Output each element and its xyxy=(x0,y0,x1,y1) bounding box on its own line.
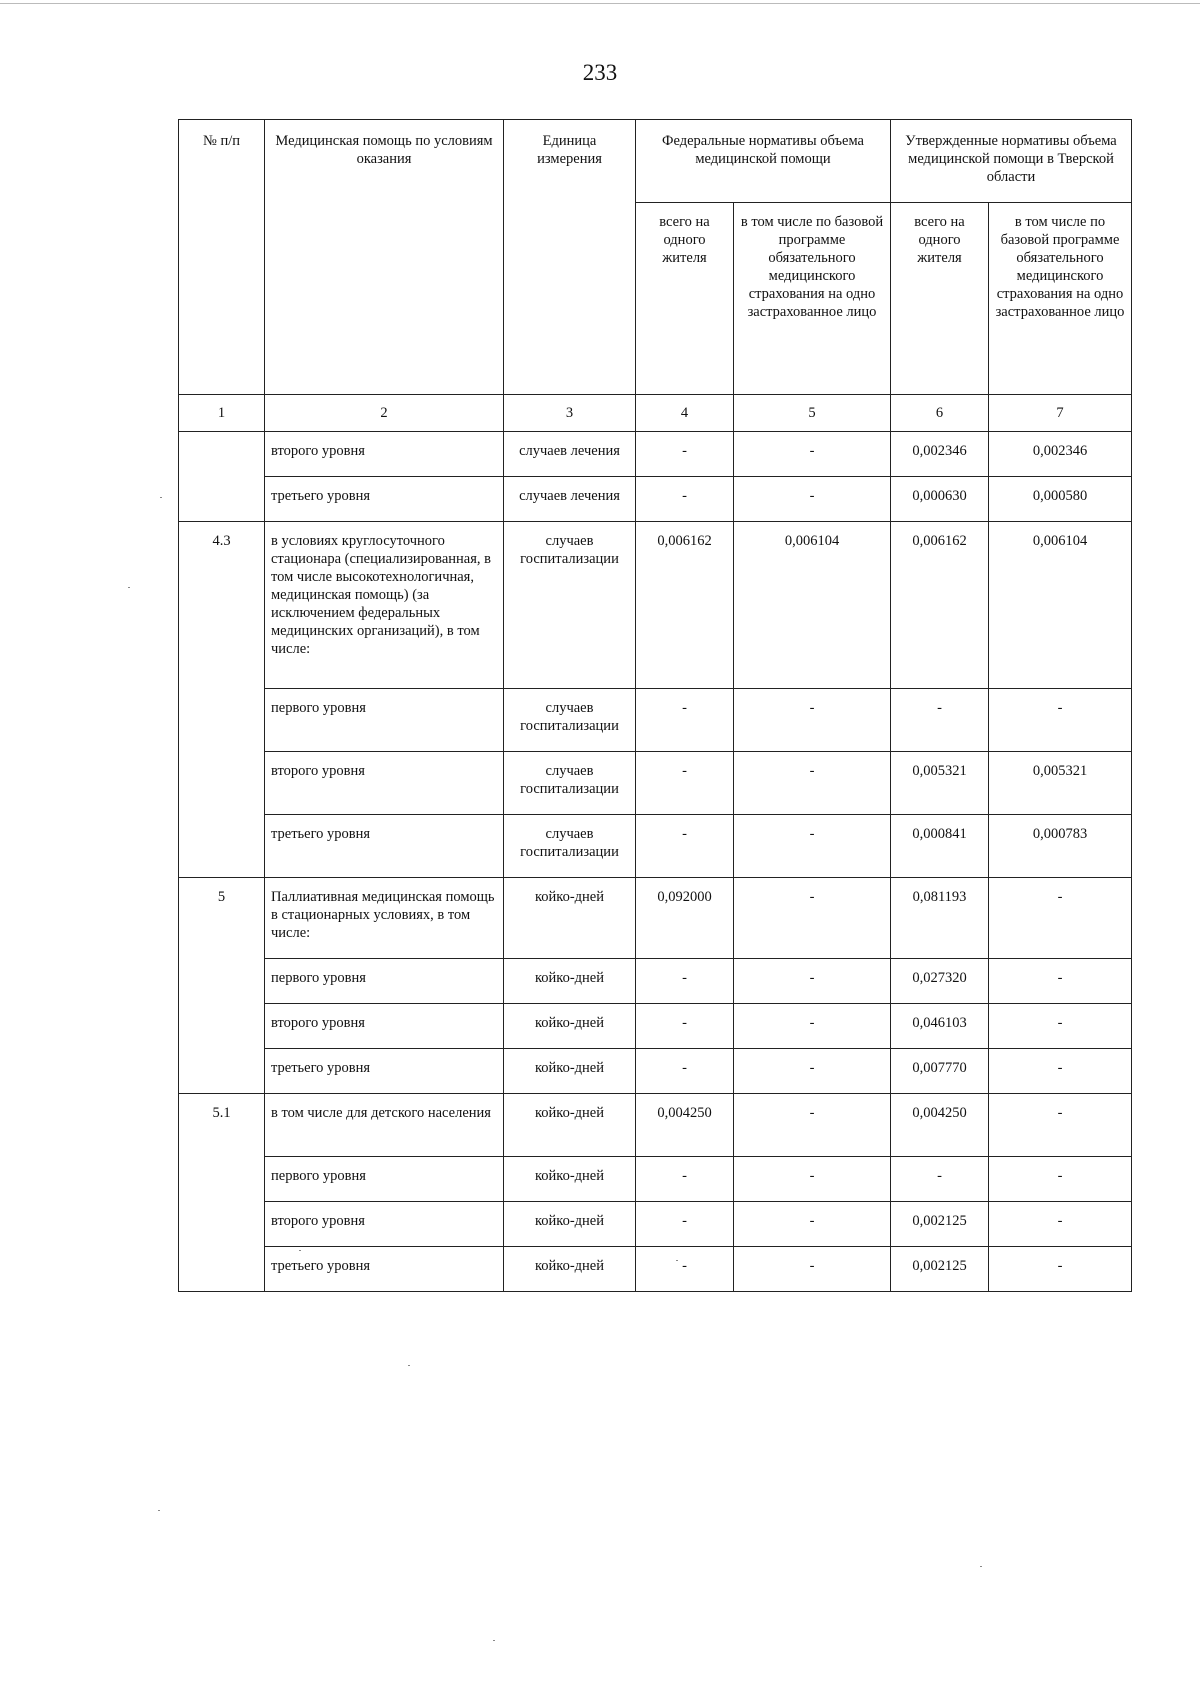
row-c7: - xyxy=(989,1049,1132,1094)
row-c4: - xyxy=(636,432,734,477)
row-c7: 0,000580 xyxy=(989,477,1132,522)
scan-speck xyxy=(299,1250,301,1251)
row-c4: - xyxy=(636,1202,734,1247)
scan-speck xyxy=(128,587,130,588)
row-num xyxy=(179,432,265,522)
row-c6: 0,007770 xyxy=(891,1049,989,1094)
row-unit: койко-дней xyxy=(504,1202,636,1247)
row-unit: случаев госпитализации xyxy=(504,752,636,815)
scan-speck xyxy=(980,1566,982,1567)
header-approved: Утвержденные нормативы объема медицинской помощи в Тверской области xyxy=(891,120,1132,203)
row-c5: - xyxy=(734,1049,891,1094)
table-row xyxy=(179,959,1132,1004)
table-row xyxy=(179,1004,1132,1049)
column-number: 5 xyxy=(734,395,891,432)
table-row xyxy=(179,752,1132,815)
row-c7: - xyxy=(989,959,1132,1004)
subheader-fed-total: всего на одного жителя xyxy=(636,203,734,395)
table-row xyxy=(179,815,1132,878)
row-c6: 0,002125 xyxy=(891,1247,989,1292)
scan-speck xyxy=(493,1640,495,1641)
row-c5: - xyxy=(734,477,891,522)
row-c5: - xyxy=(734,689,891,752)
table-row xyxy=(179,878,1132,959)
row-c4: 0,006162 xyxy=(636,522,734,689)
row-c5: - xyxy=(734,1202,891,1247)
row-unit: койко-дней xyxy=(504,959,636,1004)
table-row xyxy=(179,689,1132,752)
row-unit: случаев лечения xyxy=(504,432,636,477)
row-c7: 0,006104 xyxy=(989,522,1132,689)
row-c6: 0,005321 xyxy=(891,752,989,815)
scan-speck xyxy=(408,1365,410,1366)
row-name: в условиях круглосуточного стационара (специализированная, в том числе высокотехнологичная, медицинская помощь) (за исключением федеральных медицинских организаций), в том числе: xyxy=(265,522,504,689)
row-c4: - xyxy=(636,477,734,522)
row-name: второго уровня xyxy=(265,432,504,477)
row-unit: случаев госпитализации xyxy=(504,815,636,878)
header-care: Медицинская помощь по условиям оказания xyxy=(265,120,504,395)
row-c7: - xyxy=(989,878,1132,959)
scan-top-edge xyxy=(0,3,1200,4)
column-number: 7 xyxy=(989,395,1132,432)
scan-speck xyxy=(676,1260,678,1261)
row-c5: - xyxy=(734,878,891,959)
header-row xyxy=(179,120,1132,203)
row-c6: 0,002346 xyxy=(891,432,989,477)
row-c7: 0,002346 xyxy=(989,432,1132,477)
row-c6: 0,000841 xyxy=(891,815,989,878)
row-c5: - xyxy=(734,752,891,815)
header-federal: Федеральные нормативы объема медицинской помощи xyxy=(636,120,891,203)
scan-speck xyxy=(158,1510,160,1511)
page-number: 233 xyxy=(582,60,618,85)
row-name: первого уровня xyxy=(265,1157,504,1202)
column-number-row xyxy=(179,395,1132,432)
row-c6: 0,006162 xyxy=(891,522,989,689)
column-number: 3 xyxy=(504,395,636,432)
table-row xyxy=(179,1049,1132,1094)
row-unit: койко-дней xyxy=(504,878,636,959)
table-row xyxy=(179,477,1132,522)
row-unit: койко-дней xyxy=(504,1247,636,1292)
row-name: третьего уровня xyxy=(265,477,504,522)
row-c5: - xyxy=(734,959,891,1004)
row-name: третьего уровня xyxy=(265,1049,504,1094)
row-c7: - xyxy=(989,1004,1132,1049)
row-unit: случаев лечения xyxy=(504,477,636,522)
norms-table xyxy=(178,119,1132,1292)
row-c7: 0,005321 xyxy=(989,752,1132,815)
row-c7: - xyxy=(989,1247,1132,1292)
row-name: второго уровня xyxy=(265,1004,504,1049)
subheader-app-oms: в том числе по базовой программе обязательного медицинского страхования на одно застрахованное лицо xyxy=(989,203,1132,395)
row-c4: - xyxy=(636,1049,734,1094)
header-unit: Единица измерения xyxy=(504,120,636,395)
scan-speck xyxy=(160,497,162,498)
header-num: № п/п xyxy=(179,120,265,395)
row-c6: - xyxy=(891,1157,989,1202)
row-c4: - xyxy=(636,1157,734,1202)
table-row xyxy=(179,432,1132,477)
row-c7: - xyxy=(989,1157,1132,1202)
row-c4: - xyxy=(636,1004,734,1049)
row-c6: - xyxy=(891,689,989,752)
row-unit: койко-дней xyxy=(504,1049,636,1094)
row-c5: - xyxy=(734,432,891,477)
subheader-fed-oms: в том числе по базовой программе обязательного медицинского страхования на одно застрахованное лицо xyxy=(734,203,891,395)
row-name: в том числе для детского населения xyxy=(265,1094,504,1157)
table-row xyxy=(179,1247,1132,1292)
table-row xyxy=(179,1202,1132,1247)
row-unit: случаев госпитализации xyxy=(504,689,636,752)
row-c5: 0,006104 xyxy=(734,522,891,689)
row-c5: - xyxy=(734,1004,891,1049)
row-unit: койко-дней xyxy=(504,1157,636,1202)
row-c6: 0,002125 xyxy=(891,1202,989,1247)
row-num: 5.1 xyxy=(179,1094,265,1292)
row-name: второго уровня xyxy=(265,752,504,815)
row-c7: - xyxy=(989,1202,1132,1247)
row-c4: - xyxy=(636,1247,734,1292)
column-number: 6 xyxy=(891,395,989,432)
row-unit: койко-дней xyxy=(504,1004,636,1049)
row-num: 4.3 xyxy=(179,522,265,878)
row-c5: - xyxy=(734,1157,891,1202)
row-name: первого уровня xyxy=(265,959,504,1004)
column-number: 2 xyxy=(265,395,504,432)
subheader-app-total: всего на одного жителя xyxy=(891,203,989,395)
row-c6: 0,004250 xyxy=(891,1094,989,1157)
row-unit: койко-дней xyxy=(504,1094,636,1157)
row-name: первого уровня xyxy=(265,689,504,752)
row-name: третьего уровня xyxy=(265,1247,504,1292)
row-name: Паллиативная медицинская помощь в стационарных условиях, в том числе: xyxy=(265,878,504,959)
row-c7: - xyxy=(989,689,1132,752)
row-c6: 0,000630 xyxy=(891,477,989,522)
row-c4: - xyxy=(636,752,734,815)
table-row xyxy=(179,522,1132,689)
row-unit: случаев госпитализации xyxy=(504,522,636,689)
row-c6: 0,046103 xyxy=(891,1004,989,1049)
row-c5: - xyxy=(734,1247,891,1292)
row-c5: - xyxy=(734,815,891,878)
column-number: 4 xyxy=(636,395,734,432)
row-c7: - xyxy=(989,1094,1132,1157)
row-c4: 0,004250 xyxy=(636,1094,734,1157)
row-num: 5 xyxy=(179,878,265,1094)
table-row xyxy=(179,1157,1132,1202)
row-c4: - xyxy=(636,815,734,878)
row-name: третьего уровня xyxy=(265,815,504,878)
row-c4: - xyxy=(636,959,734,1004)
row-c4: 0,092000 xyxy=(636,878,734,959)
row-c6: 0,081193 xyxy=(891,878,989,959)
row-name: второго уровня xyxy=(265,1202,504,1247)
column-number: 1 xyxy=(179,395,265,432)
row-c7: 0,000783 xyxy=(989,815,1132,878)
table-row xyxy=(179,1094,1132,1157)
row-c6: 0,027320 xyxy=(891,959,989,1004)
row-c4: - xyxy=(636,689,734,752)
row-c5: - xyxy=(734,1094,891,1157)
